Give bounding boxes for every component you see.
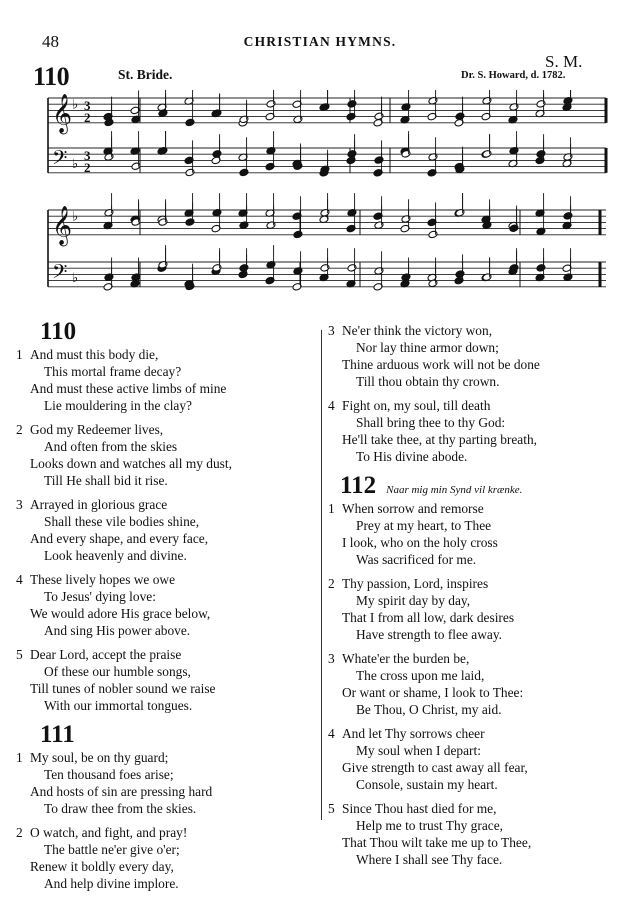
verse-line — [16, 346, 316, 363]
verse — [16, 749, 316, 817]
verse-line — [16, 749, 316, 766]
key-flat: ♭ — [72, 270, 79, 286]
hymn-verses — [16, 346, 316, 714]
verse — [328, 397, 628, 465]
verse-line — [16, 605, 316, 622]
verse-line — [328, 373, 628, 390]
time-signature: 2 — [84, 160, 91, 176]
verse-text: To Jesus' dying love: — [44, 589, 156, 604]
verse-line — [16, 496, 316, 513]
verse-line — [328, 609, 628, 626]
verse-line — [16, 455, 316, 472]
verse-line — [16, 622, 316, 639]
note-head — [563, 212, 573, 221]
verse-line — [16, 697, 316, 714]
verse-text: Give strength to cast away all fear, — [342, 760, 528, 775]
verse-line — [16, 766, 316, 783]
verse-line — [16, 800, 316, 817]
verse-text: Look heavenly and divine. — [44, 548, 187, 563]
verse-text: Thy passion, Lord, inspires — [342, 576, 489, 591]
verse-line — [328, 414, 628, 431]
key-flat: ♭ — [72, 209, 79, 225]
verse-text: We would adore His grace below, — [30, 606, 211, 621]
verse-line — [328, 776, 628, 793]
note-head — [347, 100, 357, 109]
verse — [328, 500, 628, 568]
verse-line — [16, 421, 316, 438]
verse-line — [328, 626, 628, 643]
verse-line — [328, 759, 628, 776]
verse-text: And often from the skies — [44, 439, 178, 454]
note-head — [482, 150, 492, 159]
verse-line — [16, 783, 316, 800]
verse-text: With our immortal tongues. — [44, 698, 193, 713]
verse-line — [328, 339, 628, 356]
verse-text: Be Thou, O Christ, my aid. — [356, 702, 502, 717]
verse-line — [16, 397, 316, 414]
hymn-111-continued — [328, 322, 628, 465]
music-score — [40, 90, 610, 310]
hymn-number: 110 — [40, 318, 77, 345]
verse-number: 1 — [328, 501, 335, 516]
verse-text: Whate'er the burden be, — [342, 651, 470, 666]
verse-text: The battle ne'er give o'er; — [44, 842, 180, 857]
time-signature: 2 — [84, 110, 91, 126]
verse-text: Till He shall bid it rise. — [44, 473, 168, 488]
verse-number: 5 — [328, 801, 335, 816]
verse-text: Ten thousand foes arise; — [44, 767, 174, 782]
verse — [16, 824, 316, 892]
hymn-column-right — [328, 316, 628, 875]
verse-text: And sing His power above. — [44, 623, 191, 638]
note-head — [536, 100, 546, 109]
verse-line — [328, 834, 628, 851]
verse-text: Lie mouldering in the clay? — [44, 398, 192, 413]
verse-line — [16, 663, 316, 680]
verse-text: And every shape, and every face, — [30, 531, 209, 546]
verse — [16, 496, 316, 564]
verse-line — [328, 575, 628, 592]
verse-text: Or want or shame, I look to Thee: — [342, 685, 524, 700]
verse-line — [328, 650, 628, 667]
verse-line — [328, 684, 628, 701]
verse-text: My soul when I depart: — [356, 743, 481, 758]
verse — [328, 725, 628, 793]
verse-number: 2 — [16, 825, 23, 840]
verse-line — [328, 667, 628, 684]
verse-number: 5 — [16, 647, 23, 662]
note-head — [536, 264, 546, 273]
verse-text: To draw thee from the skies. — [44, 801, 197, 816]
verse-text: Prey at my heart, to Thee — [356, 518, 492, 533]
verse-number: 4 — [16, 572, 23, 587]
verse-line — [16, 547, 316, 564]
note-head — [347, 150, 357, 159]
hymn-number: 112 — [340, 472, 377, 499]
note-head — [428, 230, 438, 239]
note-head — [347, 264, 357, 273]
verse-text: I look, who on the holy cross — [342, 535, 498, 550]
note-head — [185, 168, 195, 177]
verse-text: Shall these vile bodies shine, — [44, 514, 200, 529]
hymn-verses — [328, 500, 628, 868]
verse-line — [16, 841, 316, 858]
verse — [16, 646, 316, 714]
verse-text: Ne'er think the victory won, — [342, 323, 493, 338]
verse — [328, 650, 628, 718]
verse-text: Was sacrificed for me. — [356, 552, 477, 567]
verse-text: Renew it boldly every day, — [30, 859, 174, 874]
key-flat: ♭ — [72, 97, 79, 113]
running-title: CHRISTIAN HYMNS. — [243, 34, 397, 49]
verse-text: Shall bring thee to thy God: — [356, 415, 506, 430]
verse-text: That Thou wilt take me up to Thee, — [342, 835, 532, 850]
verse-text: Help me to trust Thy grace, — [356, 818, 504, 833]
verse-number: 2 — [328, 576, 335, 591]
verse-line — [16, 571, 316, 588]
verse-text: My soul, be on thy guard; — [30, 750, 169, 765]
verse-line — [328, 592, 628, 609]
verse-line — [16, 438, 316, 455]
verse-number: 1 — [16, 347, 23, 362]
note-head — [239, 168, 249, 177]
key-flat: ♭ — [72, 156, 79, 172]
verse-line — [16, 530, 316, 547]
hymn-110 — [16, 318, 316, 714]
verse-text: To His divine abode. — [356, 449, 468, 464]
tune-name: St. Bride. — [118, 67, 173, 82]
tune-number: 110 — [33, 62, 70, 91]
treble-clef: 𝄞 — [52, 205, 73, 246]
note-head — [185, 118, 195, 127]
verse-line — [328, 701, 628, 718]
verse-line — [328, 397, 628, 414]
verse-line — [328, 431, 628, 448]
verse-line — [16, 680, 316, 697]
treble-clef: 𝄞 — [52, 93, 73, 134]
note-head — [374, 156, 384, 165]
verse-text: And help divine implore. — [44, 876, 179, 891]
verse-line — [328, 817, 628, 834]
verse-text: When sorrow and remorse — [342, 501, 484, 516]
note-head — [185, 218, 195, 227]
verse-line — [16, 588, 316, 605]
verse-line — [16, 824, 316, 841]
tune-meter: S. M. — [545, 52, 583, 71]
verse-line — [328, 448, 628, 465]
page-number: 48 — [42, 32, 59, 51]
verse-text: He'll take thee, at thy parting breath, — [342, 432, 538, 447]
verse-line — [328, 551, 628, 568]
verse-text: And must this body die, — [30, 347, 159, 362]
verse-text: Where I shall see Thy face. — [356, 852, 503, 867]
verse-line — [328, 322, 628, 339]
note-head — [455, 270, 465, 279]
verse-line — [16, 875, 316, 892]
verse-line — [16, 513, 316, 530]
verse-text: And must these active limbs of mine — [30, 381, 227, 396]
verse-text: The cross upon me laid, — [356, 668, 485, 683]
verse-line — [328, 851, 628, 868]
verse-text: Dear Lord, accept the praise — [30, 647, 182, 662]
verse-line — [328, 517, 628, 534]
bass-clef: 𝄢 — [52, 259, 68, 288]
verse-text: Since Thou hast died for me, — [342, 801, 497, 816]
verse — [328, 800, 628, 868]
hymn-112 — [328, 472, 628, 868]
verse — [328, 322, 628, 390]
verse-text: O watch, and fight, and pray! — [30, 825, 188, 840]
hymn-111 — [16, 721, 316, 892]
verse-text: Till tunes of nobler sound we raise — [30, 681, 216, 696]
verse-line — [16, 858, 316, 875]
verse-line — [328, 534, 628, 551]
verse-number: 4 — [328, 398, 335, 413]
verse-text: Fight on, my soul, till death — [342, 398, 491, 413]
verse-number: 4 — [328, 726, 335, 741]
verse-text: Thine arduous work will not be done — [342, 357, 540, 372]
hymn-tune-note: Naar mig min Synd vil krænke. — [386, 484, 523, 496]
verse-text: Looks down and watches all my dust, — [30, 456, 232, 471]
bass-clef: 𝄢 — [52, 145, 68, 174]
verse-line — [16, 363, 316, 380]
verse-text: Arrayed in glorious grace — [30, 497, 168, 512]
verse-line — [328, 500, 628, 517]
verse-line — [328, 356, 628, 373]
verse-text: Of these our humble songs, — [44, 664, 191, 679]
verse-text: Till thou obtain thy crown. — [356, 374, 500, 389]
note-head — [266, 100, 276, 109]
verse-number: 2 — [16, 422, 23, 437]
note-head — [293, 230, 303, 239]
verse-line — [328, 742, 628, 759]
verse-text: And let Thy sorrows cheer — [342, 726, 485, 741]
note-head — [320, 264, 330, 273]
verse-text: God my Redeemer lives, — [30, 422, 164, 437]
hymn-verses — [328, 322, 628, 465]
hymn-number: 111 — [40, 721, 75, 748]
verse-text: Console, sustain my heart. — [356, 777, 498, 792]
verse-text: That I from all low, dark desires — [342, 610, 515, 625]
note-head — [239, 264, 249, 273]
verse-line — [328, 800, 628, 817]
verse — [16, 421, 316, 489]
verse-text: Nor lay thine armor down; — [356, 340, 499, 355]
note-head — [131, 162, 141, 171]
verse — [328, 575, 628, 643]
hymn-verses — [16, 749, 316, 892]
verse-line — [16, 646, 316, 663]
time-signature: 3 — [84, 97, 91, 113]
note-head — [374, 112, 384, 121]
verse-text: These lively hopes we owe — [30, 572, 176, 587]
verse-line — [328, 725, 628, 742]
verse-line — [16, 380, 316, 397]
verse — [16, 346, 316, 414]
verse-number: 3 — [16, 497, 23, 512]
verse — [16, 571, 316, 639]
verse-number: 1 — [16, 750, 23, 765]
note-head — [536, 150, 546, 159]
verse-text: And hosts of sin are pressing hard — [30, 784, 213, 799]
verse-number: 3 — [328, 651, 335, 666]
time-signature: 3 — [84, 147, 91, 163]
verse-text: My spirit day by day, — [356, 593, 471, 608]
verse-number: 3 — [328, 323, 335, 338]
hymn-column-left — [16, 316, 316, 899]
verse-line — [16, 472, 316, 489]
note-head — [212, 150, 222, 159]
note-head — [455, 112, 465, 121]
column-divider — [321, 330, 322, 820]
verse-text: This mortal frame decay? — [44, 364, 182, 379]
tune-composer: Dr. S. Howard, d. 1782. — [461, 70, 566, 81]
verse-text: Have strength to flee away. — [356, 627, 502, 642]
